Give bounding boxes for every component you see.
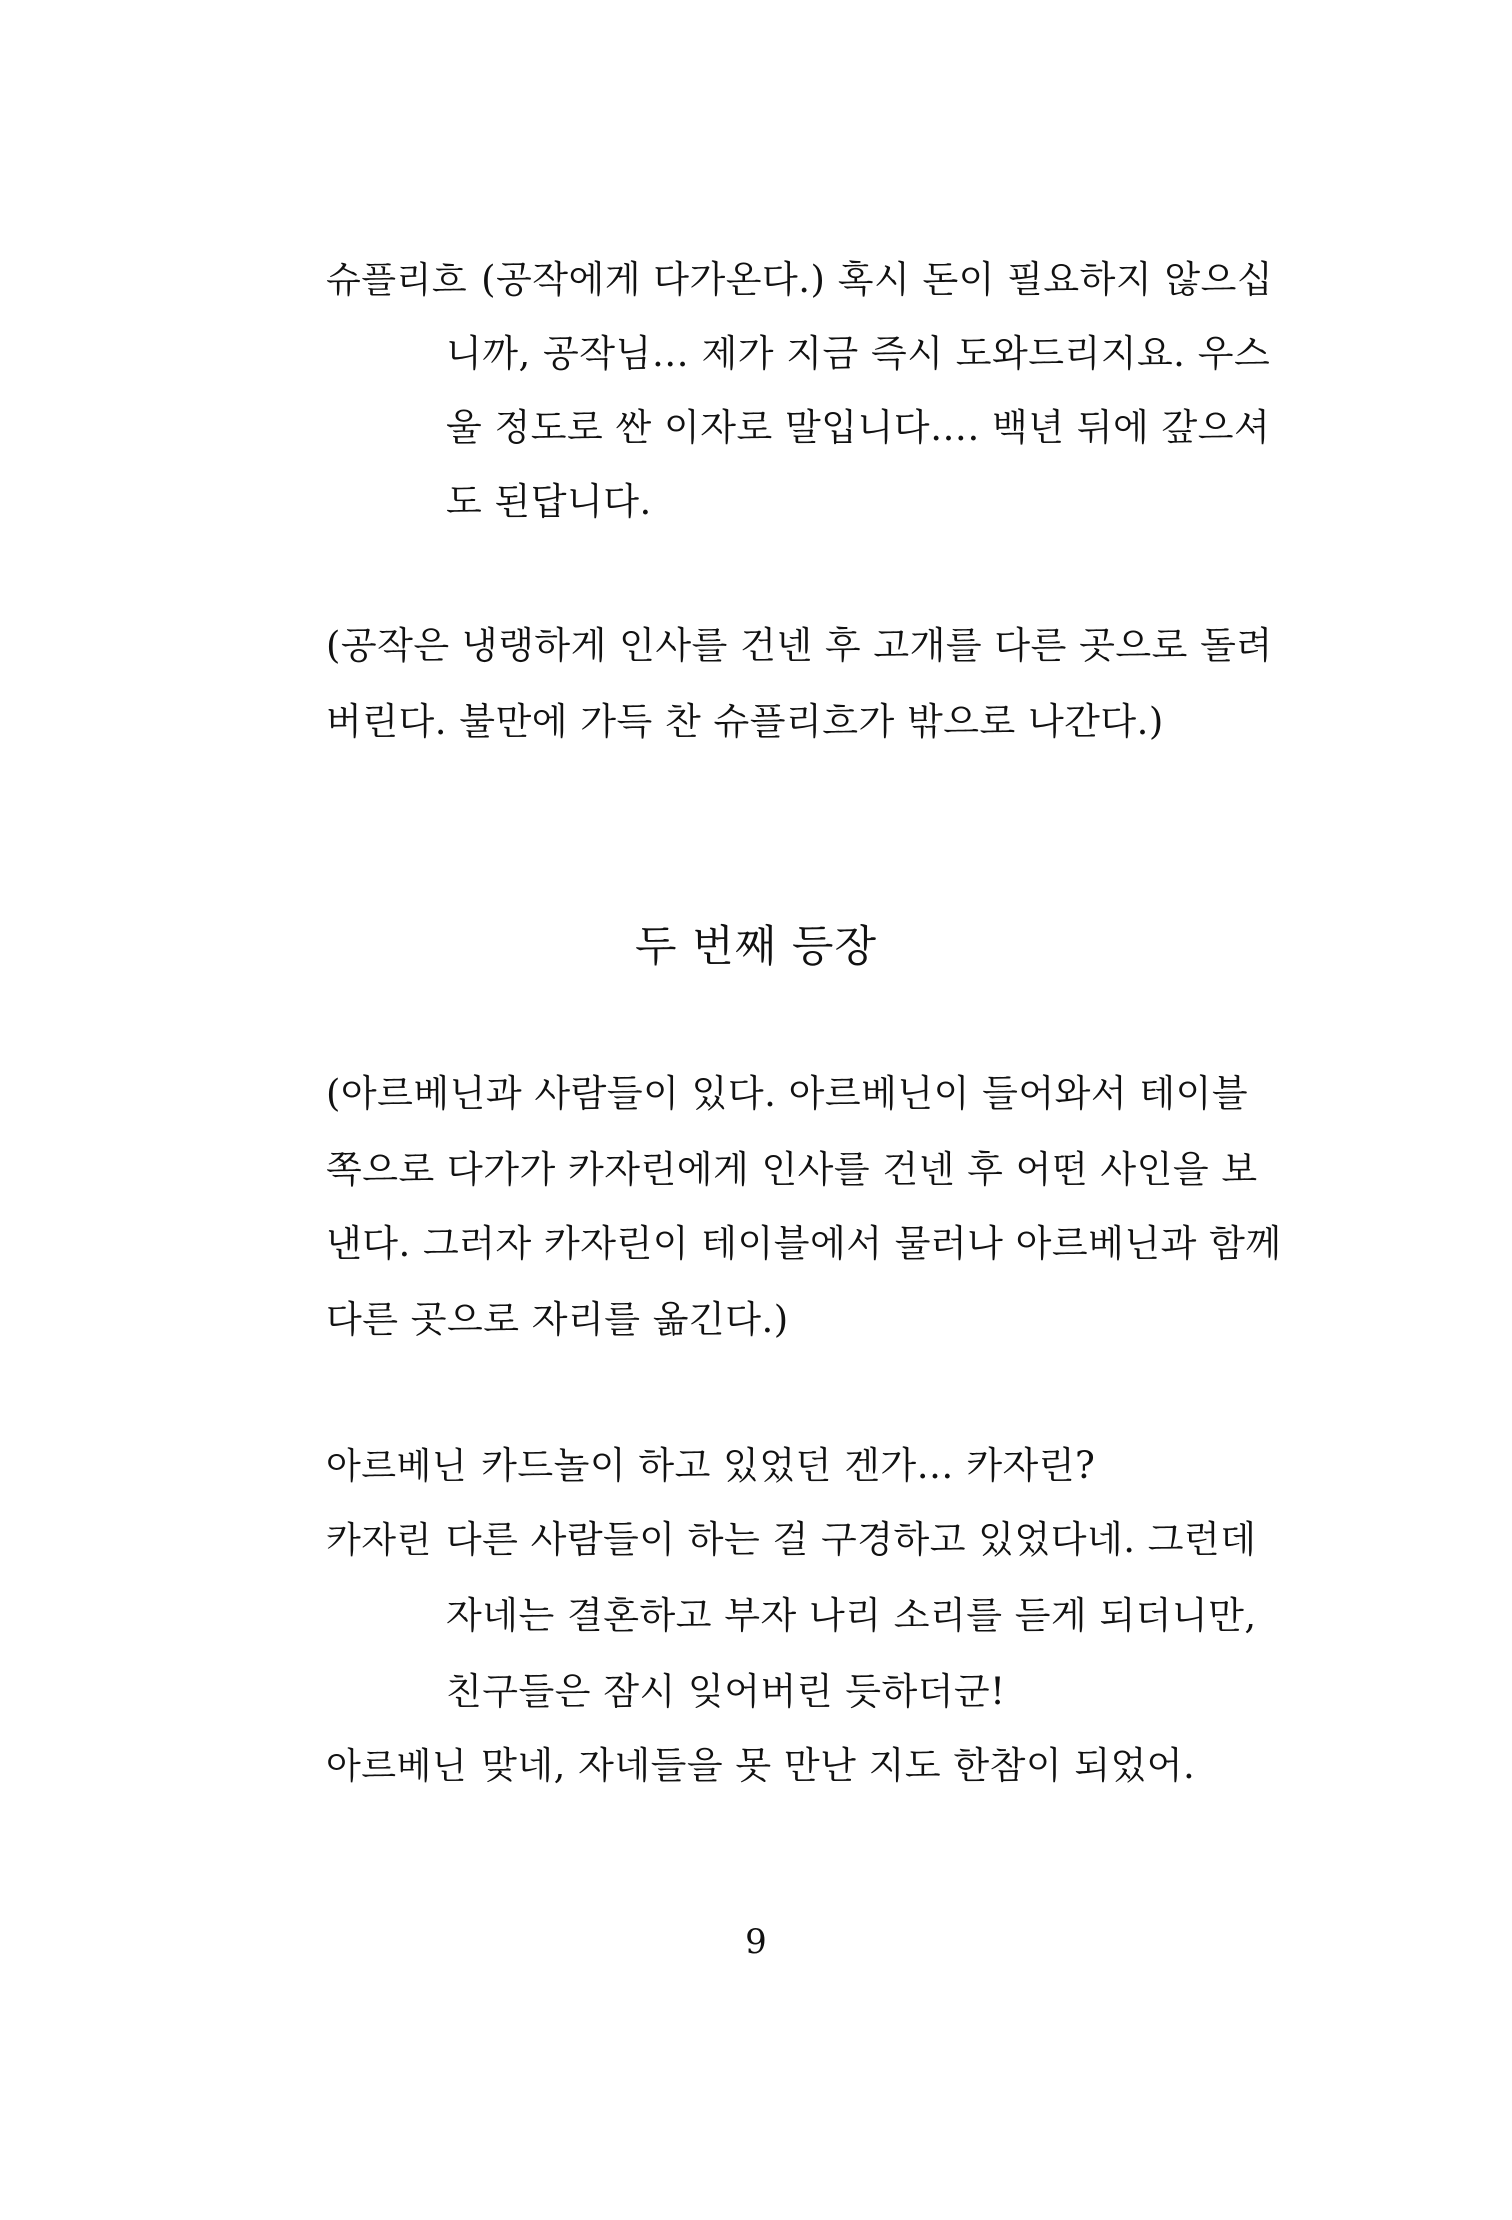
stage-direction-line: 쪽으로 다가가 카자린에게 인사를 건넨 후 어떤 사인을 보	[326, 1148, 1258, 1191]
speaker-name: 슈플리흐	[326, 260, 468, 301]
stage-direction-line: (공작은 냉랭하게 인사를 건넨 후 고개를 다른 곳으로 돌려	[326, 624, 1273, 667]
dialogue-line	[326, 1442, 1095, 1491]
dialogue-text: (공작에게 다가온다.) 혹시 돈이 필요하지 않으십	[481, 258, 1274, 301]
dialogue-line: 울 정도로 싼 이자로 말입니다…. 백년 뒤에 갚으셔	[446, 406, 1271, 449]
dialogue-text: 다른 사람들이 하는 걸 구경하고 있었다네. 그런데	[445, 1518, 1257, 1561]
speaker-name: 아르베닌	[326, 1446, 468, 1487]
dialogue-line: 친구들은 잠시 잊어버린 듯하더군!	[446, 1670, 1006, 1713]
stage-direction-line: 낸다. 그러자 카자린이 테이블에서 물러나 아르베닌과 함께	[326, 1222, 1282, 1265]
dialogue-line: 니까, 공작님… 제가 지금 즉시 도와드리지요. 우스	[446, 332, 1271, 375]
dialogue-line: 도 된답니다.	[446, 480, 652, 523]
stage-direction-line: (아르베닌과 사람들이 있다. 아르베닌이 들어와서 테이블	[326, 1072, 1249, 1115]
dialogue-line	[326, 1516, 1257, 1565]
stage-direction-line: 버린다. 불만에 가득 찬 슈플리흐가 밖으로 나간다.)	[326, 700, 1164, 743]
dialogue-line: 자네는 결혼하고 부자 나리 소리를 듣게 되더니만,	[446, 1594, 1257, 1637]
page-number: 9	[745, 1922, 767, 1962]
stage-direction-line: 다른 곳으로 자리를 옮긴다.)	[326, 1298, 789, 1341]
dialogue-line	[326, 1742, 1195, 1791]
dialogue-text: 맞네, 자네들을 못 만난 지도 한참이 되었어.	[481, 1744, 1196, 1787]
dialogue-text: 카드놀이 하고 있었던 겐가… 카자린?	[481, 1444, 1096, 1487]
speaker-name: 아르베닌	[326, 1746, 468, 1787]
dialogue-line	[326, 256, 1273, 305]
section-heading: 두 번째 등장	[634, 922, 878, 972]
speaker-name: 카자린	[326, 1520, 432, 1561]
